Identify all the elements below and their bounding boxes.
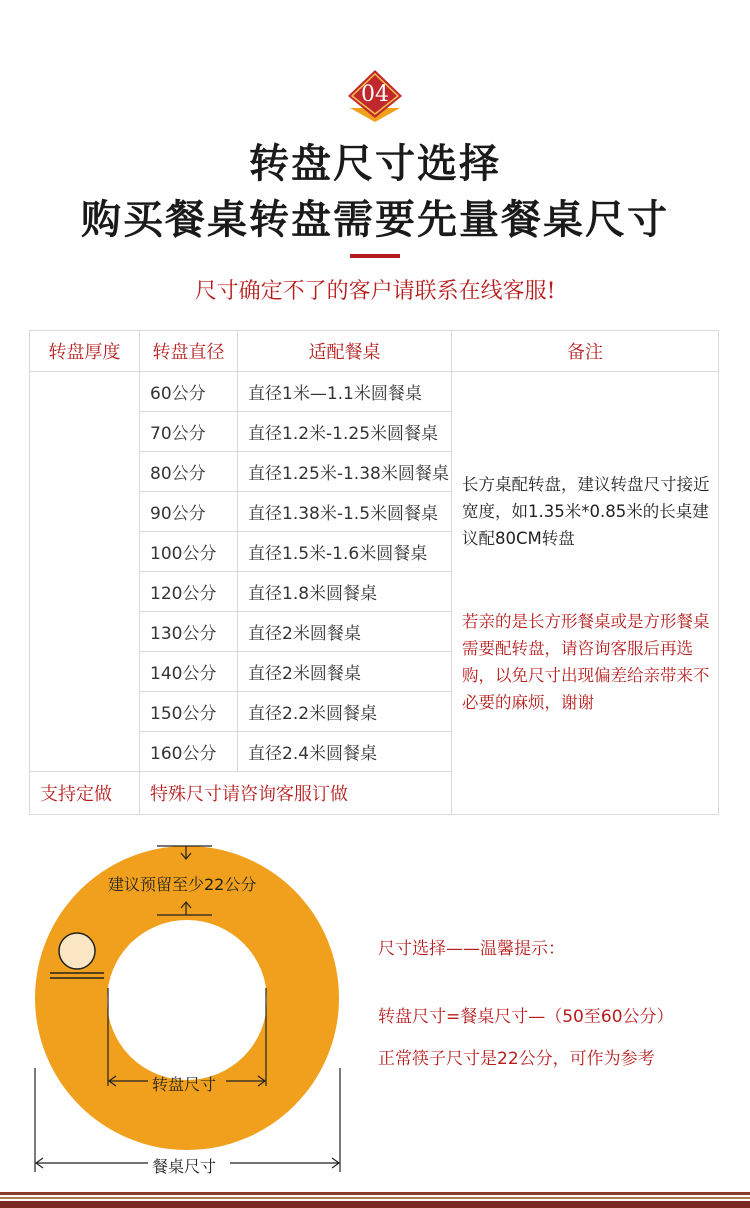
tips-chopsticks: 正常筷子尺寸是22公分，可作为参考 — [378, 1049, 655, 1069]
title-underline — [350, 254, 400, 258]
diameter-cell: 140公分 — [140, 652, 238, 692]
table-size-cell: 直径2米圆餐桌 — [238, 612, 452, 652]
table-size-cell: 直径1.38米-1.5米圆餐桌 — [238, 492, 452, 532]
custom-text: 特殊尺寸请咨询客服订做 — [140, 772, 452, 815]
header-notes: 备注 — [452, 331, 719, 372]
bottom-border — [0, 1192, 750, 1208]
contact-notice: 尺寸确定不了的客户请联系在线客服! — [194, 279, 556, 304]
page-title-secondary: 购买餐桌转盘需要先量餐桌尺寸 — [81, 196, 669, 243]
table-size-cell: 直径1米—1.1米圆餐桌 — [238, 372, 452, 412]
header-diameter: 转盘直径 — [140, 331, 238, 372]
size-table — [29, 330, 719, 815]
diameter-cell: 120公分 — [140, 572, 238, 612]
table-header-row — [30, 331, 719, 372]
badge-number: 04 — [361, 82, 389, 107]
diameter-cell: 60公分 — [140, 372, 238, 412]
table-size-cell: 直径1.2米-1.25米圆餐桌 — [238, 412, 452, 452]
size-diagram — [0, 838, 750, 1188]
table-size-cell: 直径2.4米圆餐桌 — [238, 732, 452, 772]
page-title: 转盘尺寸选择 — [249, 140, 501, 187]
reserve-label: 建议预留至少22公分 — [108, 875, 257, 894]
header-thickness: 转盘厚度 — [30, 331, 140, 372]
table-size-cell: 直径1.25米-1.38米圆餐桌 — [238, 452, 452, 492]
table-size-label: 餐桌尺寸 — [152, 1157, 217, 1176]
table-size-cell: 直径1.5米-1.6米圆餐桌 — [238, 532, 452, 572]
diameter-cell: 80公分 — [140, 452, 238, 492]
diameter-cell: 90公分 — [140, 492, 238, 532]
table-size-cell: 直径1.8米圆餐桌 — [238, 572, 452, 612]
turntable-size-label: 转盘尺寸 — [152, 1075, 217, 1094]
table-size-cell: 直径2米圆餐桌 — [238, 652, 452, 692]
diameter-cell: 100公分 — [140, 532, 238, 572]
header-table: 适配餐桌 — [238, 331, 452, 372]
thickness-cell — [30, 372, 140, 772]
diameter-cell: 150公分 — [140, 692, 238, 732]
table-size-cell: 直径2.2米圆餐桌 — [238, 692, 452, 732]
note-consult-service: 若亲的是长方形餐桌或是方形餐桌需要配转盘，请咨询客服后再选购，以免尺寸出现偏差给亲带来不必要的麻烦，谢谢 — [462, 611, 710, 712]
tips-formula: 转盘尺寸=餐桌尺寸—（50至60公分） — [378, 1007, 674, 1027]
diameter-cell: 70公分 — [140, 412, 238, 452]
diameter-cell: 160公分 — [140, 732, 238, 772]
notes-cell — [452, 372, 719, 815]
tips-heading: 尺寸选择——温馨提示： — [378, 939, 565, 959]
section-badge — [342, 68, 408, 124]
note-rectangular-tables: 长方桌配转盘，建议转盘尺寸接近宽度，如1.35米*0.85米的长桌建议配80CM转盘 — [462, 474, 710, 548]
table-row — [30, 372, 719, 412]
custom-label: 支持定做 — [30, 772, 140, 815]
diameter-cell: 130公分 — [140, 612, 238, 652]
